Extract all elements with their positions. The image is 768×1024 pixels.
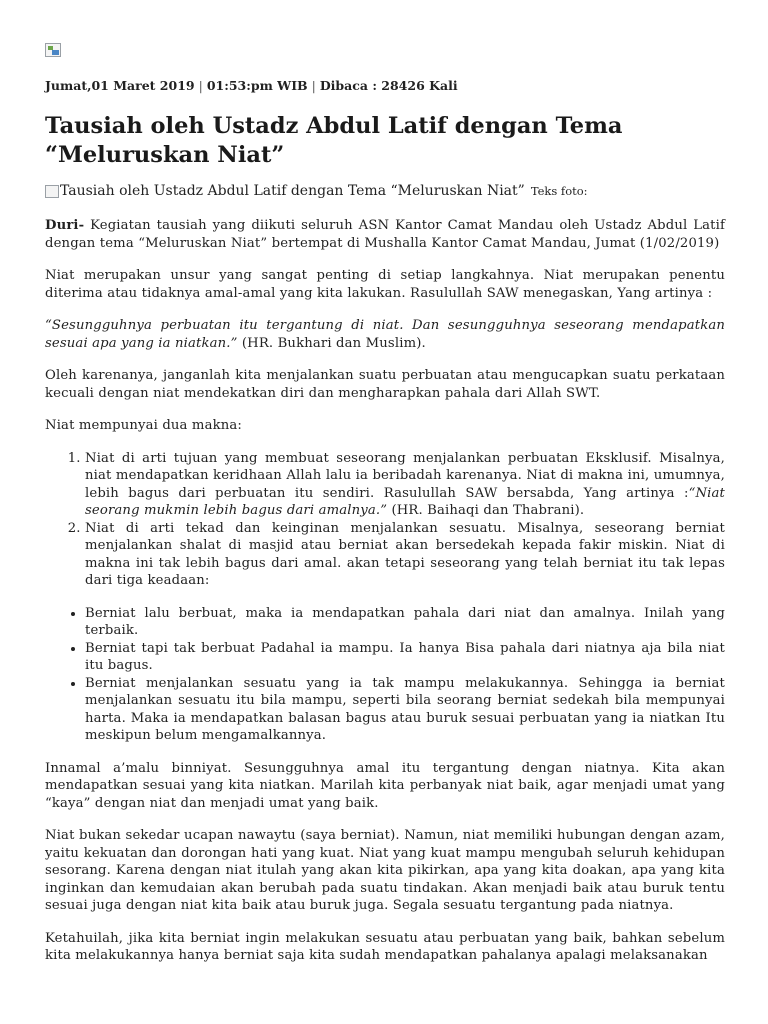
paragraph: Oleh karenanya, janganlah kita menjalankan suatu perbuatan atau mengucapkan suatu perkataan kecuali dengan niat mendekatkan diri dan mengharapkan pahala dari Allah SWT. — [45, 368, 725, 401]
paragraph: Niat bukan sekedar ucapan nawaytu (saya berniat). Namun, niat memiliki hubungan dengan azam, yaitu kekuatan dan dorongan hati yang kuat. Niat yang kuat mampu mengubah seluruh kehidupan sesorang. Karena dengan niat itulah yang akan kita pikirkan, apa yang kita doakan, apa yang kita inginkan dan kemudaian akan berubah pada suatu tindakan. Akan menjadi baik atau buruk tentu sesuai juga dengan niat kita baik atau buruk juga. Segala sesuatu tergantung pada niatnya. — [45, 828, 725, 913]
paragraph: Niat mempunyai dua makna: — [45, 418, 242, 433]
paragraph: Innamal a’malu binniyat. Sesungguhnya amal itu tergantung dengan niatnya. Kita akan mendapatkan sesuai yang kita niatkan. Marilah kita perbanyak niat baik, agar menjadi umat yang “kaya” dengan niat dan menjadi umat yang baik. — [45, 760, 725, 811]
list-item: 2. Niat di arti tekad dan keinginan menjalankan sesuatu. Misalnya, seseorang berniat menjalankan shalat di masjid atau berniat akan bersedekah kepada fakir miskin. Niat di makna ini tak lebih bagus dari amal. akan tetapi seseorang yang telah berniat itu tak lepas dari tiga keadaan: — [85, 520, 725, 590]
hadith-source: (HR. Bukhari dan Muslim). — [237, 335, 426, 351]
paragraph: Duri- Kegiatan tausiah yang diikuti seluruh ASN Kantor Camat Mandau oleh Ustadz Abdul Latif dengan tema “Meluruskan Niat” bertempat di Mushalla Kantor Camat Mandau, Jumat (1/02/2019) — [45, 218, 726, 251]
article-title: Tausiah oleh Ustadz Abdul Latif dengan Tema “Meluruskan Niat” — [45, 113, 623, 168]
quote-paragraph — [45, 317, 725, 352]
list-item: • Berniat lalu berbuat, maka ia mendapatkan pahala dari niat dan amalnya. Inilah yang terbaik. — [85, 605, 725, 640]
meta-separator: | — [311, 78, 316, 93]
hadith-quote: “Niat seorang mukmin lebih bagus dari amalnya.” — [85, 485, 725, 518]
list-item: • Berniat tapi tak berbuat Padahal ia mampu. Ia hanya Bisa pahala dari niatnya aja bila niat itu bagus. — [85, 640, 725, 675]
meta-time: 01:53:pm WIB — [206, 78, 308, 93]
photo-alt-text: Tausiah oleh Ustadz Abdul Latif dengan Tema “Meluruskan Niat” — [60, 183, 525, 199]
hadith-quote: “Sesungguhnya perbuatan itu tergantung di niat. Dan sesungguhnya seseorang mendapatkan sesuai apa yang ia niatkan.” — [45, 318, 725, 351]
article-photo — [45, 183, 588, 199]
list-item: • Berniat menjalankan sesuatu yang ia tak mampu melakukannya. Sehingga ia berniat menjalankan sesuatu itu bila mampu, seperti bila seorang berniat sedekah bila mempunyai harta. Maka ia mendapatkan balasan bagus atau buruk sesuai perbuatan yang ia niatkan Itu meskipun belum mengamalkannya. — [85, 675, 725, 745]
article-meta — [45, 78, 458, 93]
broken-image-icon — [45, 185, 59, 198]
list-item: 1. Niat di arti tujuan yang membuat seseorang menjalankan perbuatan Eksklusif. Misalnya, niat mendapatkan keridhaan Allah lalu ia beribadah karenanya. Niat di makna ini, umumnya, lebih bagus dari perbuatan itu sendiri. Rasulullah SAW bersabda, Yang artinya :“Niat seorang mukmin lebih bagus dari amalnya.” (HR. Baihaqi dan Thabrani). — [85, 450, 725, 520]
meaning-list — [45, 450, 725, 590]
condition-list — [45, 605, 725, 745]
paragraph: Niat merupakan unsur yang sangat penting di setiap langkahnya. Niat merupakan penentu diterima atau tidaknya amal-amal yang kita lakukan. Rasulullah SAW menegaskan, Yang artinya : — [45, 268, 725, 301]
meta-date: Jumat,01 Maret 2019 — [45, 78, 195, 93]
dateline: Duri- — [45, 218, 85, 233]
paragraph: Ketahuilah, jika kita berniat ingin melakukan sesuatu atau perbuatan yang baik, bahkan sebelum kita melakukannya hanya berniat saja kita sudah mendapatkan pahalanya apalagi melaksanakan — [45, 930, 725, 963]
logo-image — [45, 43, 61, 57]
photo-caption: Teks foto: — [530, 184, 588, 198]
article-body — [45, 217, 725, 980]
meta-separator: | — [198, 78, 203, 93]
meta-views: Dibaca : 28426 Kali — [319, 78, 458, 93]
